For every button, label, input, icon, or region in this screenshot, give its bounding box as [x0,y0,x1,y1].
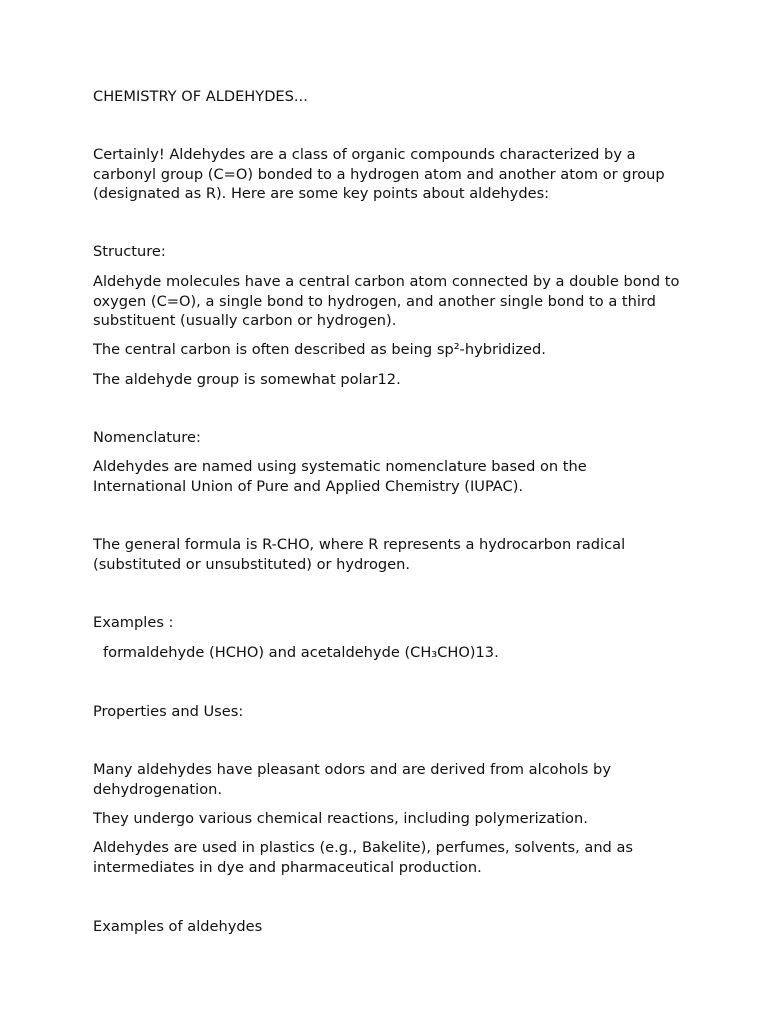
structure-paragraph-3: The aldehyde group is somewhat polar12. [93,371,401,388]
properties-paragraph-3: Aldehydes are used in plastics (e.g., Bakelite), perfumes, solvents, and as intermediates in dye and pharmaceutical production. [93,839,634,876]
properties-heading: Properties and Uses: [93,703,244,720]
document-title: CHEMISTRY OF ALDEHYDES... [93,88,308,105]
intro-paragraph: Certainly! Aldehydes are a class of organic compounds characterized by a carbonyl group (C=O) bonded to a hydrogen atom and another atom or group (designated as R). Here are some key points about aldehydes: [93,146,665,203]
nomenclature-heading: Nomenclature: [93,429,201,446]
examples-of-aldehydes-heading: Examples of aldehydes [93,918,263,935]
structure-heading: Structure: [93,243,166,260]
structure-paragraph-1: Aldehyde molecules have a central carbon atom connected by a double bond to oxygen (C=O), a single bond to hydrogen, and another single bond to a third substituent (usually carbon or hydrogen). [93,273,680,330]
structure-paragraph-2: The central carbon is often described as being sp²-hybridized. [93,341,546,358]
examples-heading: Examples : [93,614,174,631]
properties-paragraph-2: They undergo various chemical reactions, including polymerization. [93,810,588,827]
nomenclature-paragraph-2: The general formula is R-CHO, where R represents a hydrocarbon radical (substituted or unsubstituted) or hydrogen. [93,536,626,573]
nomenclature-paragraph-1: Aldehydes are named using systematic nomenclature based on the International Union of Pure and Applied Chemistry (IUPAC). [93,458,587,495]
examples-paragraph: formaldehyde (HCHO) and acetaldehyde (CH₃CHO)13. [103,644,499,661]
properties-paragraph-1: Many aldehydes have pleasant odors and are derived from alcohols by dehydrogenation. [93,761,611,798]
